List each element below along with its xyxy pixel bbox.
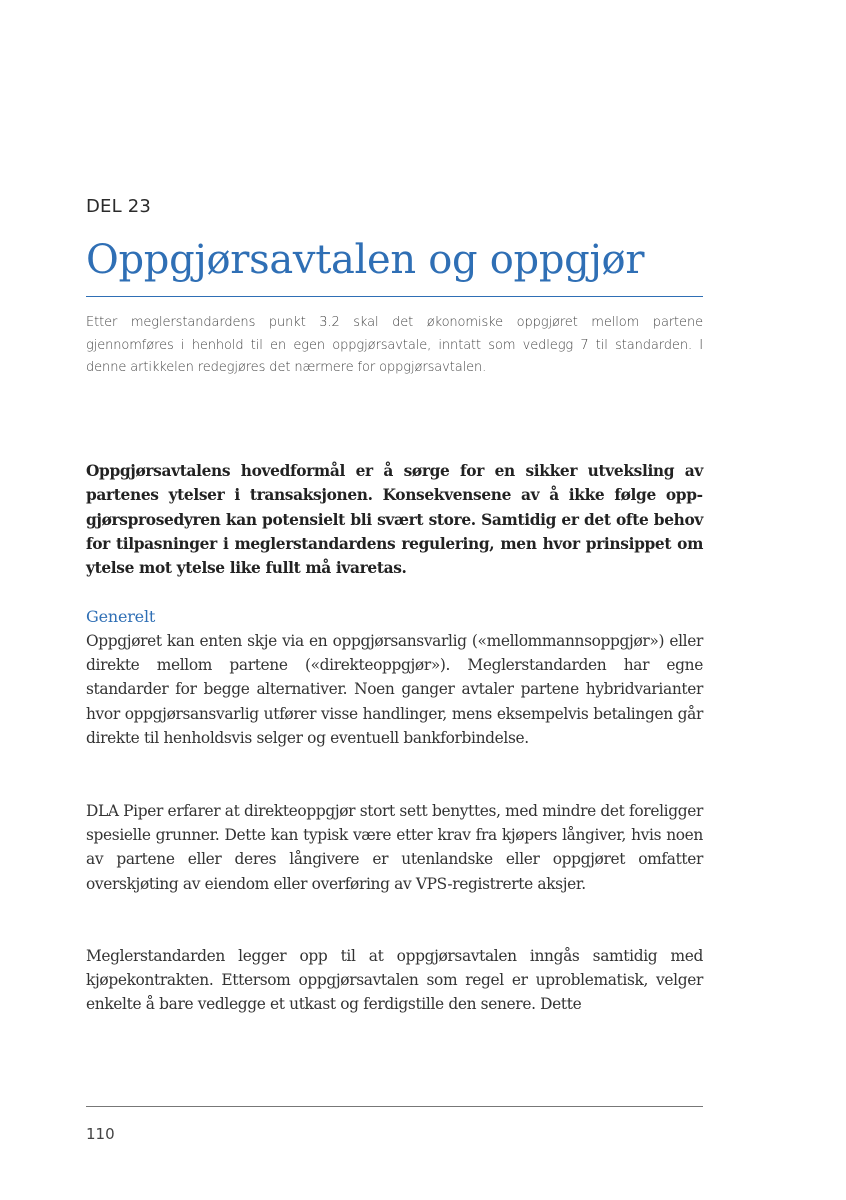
body-paragraph-2: DLA Piper erfarer at direkteoppgjør stort sett benyttes, med mindre det foreligger spesielle grunner. Dette kan typisk være etter krav fra kjøpers långiver, hvis noen av partene eller deres långivere er utenlandske eller oppgjøret omfatter overskjøting av eiendom eller overføring av VPS-registrerte aksjer. [86, 802, 703, 893]
title-divider [86, 296, 703, 297]
part-label: DEL 23 [86, 196, 152, 217]
section-heading: Generelt [86, 607, 156, 626]
page-number: 110 [86, 1125, 115, 1143]
intro-text: Etter meglerstandardens punkt 3.2 skal det økonomiske oppgjøret mellom partene gjennomføres i henhold til en egen oppgjørsavtale, inntatt som vedlegg 7 til standarden. I denne artikkelen redegjøres det nærmere for oppgjørsavtalen. [86, 315, 703, 375]
page-title: Oppgjørsavtalen og oppgjør [86, 237, 645, 283]
lead-paragraph: Oppgjørsavtalens hovedformål er å sørge for en sikker utveksling av partenes ytelser i transaksjonen. Konsekvensene av å ikke følge oppgjørsprosedyren kan potensielt bli svært store. Samtidig er det ofte behov for tilpasninger i meglerstandardens regulering, men hvor prinsippet om ytelse mot ytelse like fullt må ivaretas. [86, 462, 703, 578]
body-paragraph-3: Meglerstandarden legger opp til at oppgjørsavtalen inngås samtidig med kjøpekontrakten. Ettersom oppgjørsavtalen som regel er uproblematisk, velger enkelte å bare vedlegge et utkast og ferdigstille den senere. Dette [86, 947, 703, 1014]
footer-divider [86, 1106, 703, 1107]
body-paragraph-1: Oppgjøret kan enten skje via en oppgjørsansvarlig («mellommannsoppgjør») eller direkte mellom partene («direkteoppgjør»). Meglerstandarden har egne standarder for begge alternativer. Noen ganger avtaler partene hybridvarianter hvor oppgjørsansvarlig utfører visse handlinger, mens eksempelvis betalingen går direkte til henholdsvis selger og eventuell bankforbindelse. [86, 632, 703, 747]
